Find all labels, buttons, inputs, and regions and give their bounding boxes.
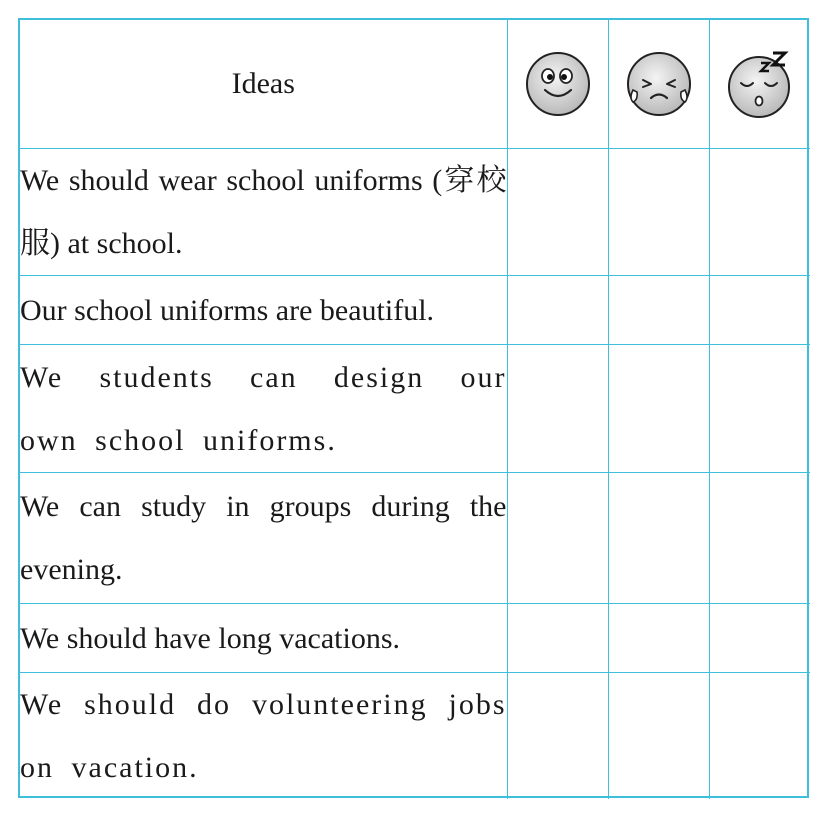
ideas-sheet	[18, 18, 809, 798]
table-row	[20, 345, 810, 473]
idea-cell	[20, 604, 507, 673]
bored-rating-cell[interactable]	[709, 604, 810, 673]
bored-rating-cell[interactable]	[709, 276, 810, 345]
bored-rating-cell[interactable]	[709, 473, 810, 604]
table-row	[20, 149, 810, 276]
bored-column-header	[709, 20, 810, 149]
sad-rating-cell[interactable]	[608, 673, 709, 800]
bored-rating-cell[interactable]	[709, 345, 810, 473]
header-row	[20, 20, 810, 149]
idea-cell	[20, 276, 507, 345]
ideas-table	[20, 20, 810, 799]
sad-column-header	[608, 20, 709, 149]
sad-rating-cell[interactable]	[608, 473, 709, 604]
idea-text: We can study in groups during the evening.	[20, 490, 507, 586]
sad-rating-cell[interactable]	[608, 149, 709, 276]
sleeping-face-icon	[725, 49, 795, 119]
idea-text: Our school uniforms are beautiful.	[20, 293, 435, 327]
happy-rating-cell[interactable]	[507, 149, 608, 276]
happy-rating-cell[interactable]	[507, 673, 608, 800]
idea-text: We students can design our own school uniforms.	[20, 360, 507, 457]
idea-text: We should wear school uniforms (穿校服) at school.	[20, 164, 507, 260]
sad-rating-cell[interactable]	[608, 345, 709, 473]
happy-rating-cell[interactable]	[507, 345, 608, 473]
idea-text: We should have long vacations.	[20, 621, 400, 655]
idea-cell	[20, 673, 507, 800]
idea-cell	[20, 345, 507, 473]
table-row	[20, 604, 810, 673]
happy-rating-cell[interactable]	[507, 473, 608, 604]
happy-rating-cell[interactable]	[507, 276, 608, 345]
table-row	[20, 473, 810, 604]
smiling-face-icon	[524, 50, 592, 118]
bored-rating-cell[interactable]	[709, 149, 810, 276]
crying-face-icon	[625, 50, 693, 118]
table-row	[20, 276, 810, 345]
bored-rating-cell[interactable]	[709, 673, 810, 800]
ideas-column-header: Ideas	[20, 20, 507, 149]
idea-text: We should do volunteering jobs on vacation.	[20, 688, 507, 784]
sad-rating-cell[interactable]	[608, 276, 709, 345]
happy-rating-cell[interactable]	[507, 604, 608, 673]
idea-cell	[20, 473, 507, 604]
idea-cell	[20, 149, 507, 276]
happy-column-header	[507, 20, 608, 149]
sad-rating-cell[interactable]	[608, 604, 709, 673]
table-row	[20, 673, 810, 800]
